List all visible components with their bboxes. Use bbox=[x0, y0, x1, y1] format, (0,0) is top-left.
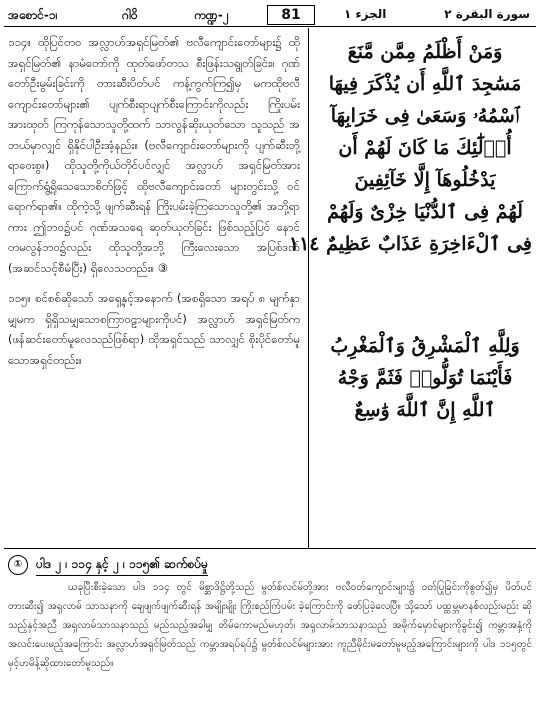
footnote-number: ① bbox=[8, 555, 28, 575]
juz-label: الجزء ١ bbox=[344, 7, 387, 21]
section-label: ကဏ္ဍ-၂ bbox=[194, 8, 229, 22]
arabic-line: مَسَٰجِدَ ٱللَّهِ أَن يُذْكَرَ فِيهَا bbox=[328, 73, 522, 95]
footnote-separator bbox=[4, 548, 536, 549]
part-label: ဂါဝိ bbox=[122, 8, 138, 22]
arabic-line: وَلِلَّهِ ٱلْمَشْرِقُ وَٱلْمَغْرِبُ bbox=[330, 335, 520, 357]
arabic-line: لَهُمْ فِى ٱلدُّنْيَا خِزْىٌ وَلَهُمْ bbox=[327, 201, 523, 223]
surah-label: سورة البقرة ٢ bbox=[444, 7, 530, 21]
arabic-line: ٱسْمُهُۥ وَسَعَىٰ فِى خَرَابِهَآ bbox=[330, 105, 520, 127]
arabic-line: ٱللَّهِ إِنَّ ٱللَّهَ وَٰسِعٌ bbox=[354, 399, 496, 421]
arabic-line: وَمَنْ أَظْلَمُ مِمَّن مَّنَعَ bbox=[347, 41, 503, 63]
footnote-body: ယခုပြီးစီးခဲ့သော ပါဒ ၁၁၄ တွင် မိစ္ဆာဒိဋ္ဌိတို့သည် မွတ်စ်လင်မ်တို့အား ဗလီဝတ်ကျောင်းများ၌ ဝတ်ပြုခြင်းကိုစွတ်၍မှ ပိတ်ပင်တားဆီး၍ အရှလာမ် သာသနာကို ချေဖျက်ဖျက်ဆီးရန် အမျိုးမျိုး ကြိုးစည်ကြံပမ်း ခဲ့ကြောင်းကို ဖော်ပြခဲ့လေပြီ။ သို့သော် ပထ္ထမ္ဘမာနစ်လည်းမည်း ဆိုသည့်နှင့်အညီ အရှလာမ်သာသနာသည် မည်သည့်အခါမျှ တိမ်ကောမည်မဟုတ်၊ အရှလာမ်သာသနာသည် အမိုက်မှောင်များကိုခွင်း၍ ကမ္ဘာအနှံ့ကို အလင်းပေးမည့်အကြောင်း အလ္လာဟ်အရှင်မြတ်သည် ကမ္ဘာအရပ်ရပ်၌ မွတ်စ်လင်မ်များအား ကူညီမိုင်းမတော်မူမည့်အကြောင်းများကို ပါဒ ၁၁၅တွင် မှင့်ဟမိန့်ဆိုထားတော်မူသည်။ bbox=[8, 582, 532, 669]
footnote-heading bbox=[8, 554, 528, 576]
arabic-verse-115 bbox=[318, 330, 532, 426]
arabic-line: فِى ٱلْءَاخِرَةِ عَذَابٌ عَظِيمٌ ١١٤ bbox=[288, 233, 532, 255]
footnote-title: ပါဒ ၂ ၊ ၁၁၄ နှင့် ၂ ၊ ၁၁၅၏ ဆက်စပ်မှု bbox=[36, 556, 208, 576]
page-number: 81 bbox=[267, 5, 315, 25]
column-divider bbox=[308, 28, 309, 548]
page-header bbox=[4, 6, 536, 27]
translation-column bbox=[8, 32, 300, 380]
arabic-column bbox=[288, 36, 532, 426]
arabic-line: يَدْخُلُوهَآ إِلَّا خَآئِفِينَ bbox=[354, 169, 496, 191]
translation-paragraph-115: ၁၁၅။ စင်စစ်ဆိုသော် အရှေ့နှင့်အနောက် (အစရှိသော အရပ် ၈ မျက်နှာမျှမက ရှိရှိသမျှသောစကြာဝဠာများကိုပင်) အလ္လာဟ် အရှင်မြတ်က (ဖန်ဆင်းတော်မူလေသည်ဖြစ်ရာ) ထိုအရှင်သည် သာလျှင် စိုးပိုင်တော်မူသောအရှင်တည်း။ bbox=[8, 291, 300, 367]
chapter-label: အစောင်-၁၊ bbox=[8, 8, 58, 22]
translation-paragraph-114: ၁၁၄။ ထိုပြင်တဝ အလ္လာဟ်အရှင်မြတ်၏ ဗလီကျောင်းတော်များ၌ ထိုအရှင်မြတ်၏ နာမံတော်ကို ထုတ်ဖော်တသ စီးဖြန်းသရွုတ်ခြင်း။ ဂုဏ်တော်ဦးမွမ်းခြင်းကို တားဆီးပိတ်ပင် ကန့်ကွက်ကြ၍မှ မကထိုဗလီ ကျောင်းတော်များ၏ ပျက်စီးရာပျက်စီးကြောင်းကိုလည်း ကြိုးပမ်းအားထုတ် ကြကုန်သောသူတို့ထက် သာလွန်ဆိုးယုတ်သော သူသည် အဘယ်မှာလျှင် ရှိနိုင်ပါဦးအံ့နည်း။ (ဗလီကျောင်းတော်များကို ပျက်ဆီးဘို့ရာဝေးစွ။) ထိုသူတို့ကိုယ်တိုင်ပင်လျှင် အလ္လာဟ် အရှင်မြတ်အား ကြောက်ရွံ့ရိုသေသောစိတ်ဖြင့် ထိုဗလီကျောင်းတော် များတွင်းသို့ ဝင်ရောက်ရာ၏။ ထိုကဲ့သို့ ဖျက်ဆီးရန် ကြိုးပမ်းခဲ့ကြသောသူတို့၏ အဘို့ရာကား ဤဘဝ၌ပင် ဂုဏ်အသရေ ဆုတ်ယုတ်ခြင်း ဖြစ်သည့်ပြင် နောင် တမလွန်ဘဝ၌လည်း ထိုသူတို့အဘို့ ကြီးလေးသော အပြစ်ဒဏ် (အဆင်သင့်စီမံပြီး) ရှိလေသတည်း။ ③ bbox=[8, 35, 300, 275]
arabic-verse-114 bbox=[288, 36, 532, 260]
arabic-line: أُو۟لَٰٓئِكَ مَا كَانَ لَهُمْ أَن bbox=[338, 137, 512, 159]
arabic-line: فَأَيْنَمَا تُوَلُّوا۟ فَثَمَّ وَجْهُ bbox=[337, 367, 513, 389]
